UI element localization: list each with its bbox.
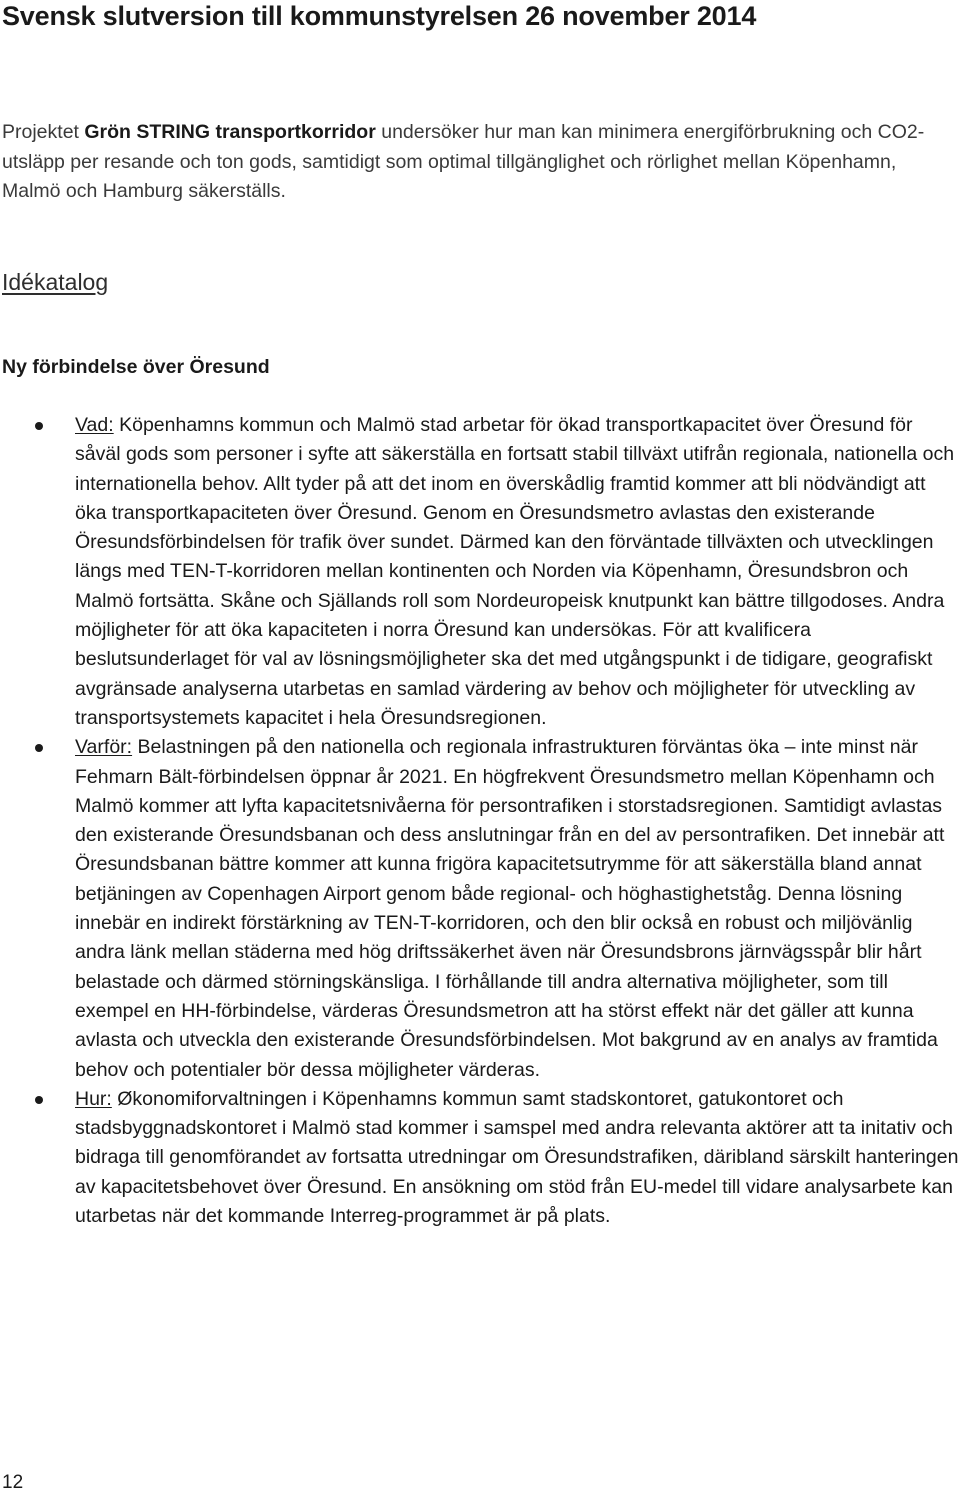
sub-heading: Ny förbindelse över Öresund xyxy=(2,356,270,378)
bullet-item-varfor xyxy=(0,733,960,1085)
bullet-text xyxy=(75,733,960,1085)
bullet-item-hur xyxy=(0,1085,960,1231)
bullet-body: Belastningen på den nationella och regionala infrastrukturen förväntas öka – inte minst när Fehmarn Bält-förbindelsen öppnar år 2021. En högfrekvent Öresundsmetro mellan Köpenhamn och Malmö kommer att lyfta kapacitetsnivåerna för persontrafiken i storstadsregionen. Samtidigt avlastas den existerande Öresundsbanan och dess anslutningar från en del av persontrafiken. Det innebär att Öresundsbanan bättre kommer att kunna frigöra kapacitetsutrymme för att säkerställa bland annat betjäningen av Copenhagen Airport genom både regional- och höghastighetståg. Denna lösning innebär en indirekt förstärkning av TEN-T-korridoren, och den blir också en robust och miljövänlig andra länk mellan städerna med hög driftssäkerhet även när Öresundsbrons järnvägsspår blir hårt belastade och därmed störningskänsliga. I förhållande till andra alternativa möjligheter, som till exempel en HH-förbindelse, värderas Öresundsmetron att ha störst effekt när det gäller att kunna avlasta och utveckla den existerande Öresundsförbindelsen. Mot bakgrund av en analys av framtida behov och potentialer bör dessa möjligheter värderas. xyxy=(75,736,945,1081)
bullet-icon xyxy=(35,744,43,752)
intro-text-end: undersöker hur man kan minimera energiförbrukning och CO2-utsläpp per resande och ton gods, samtidigt som optimal tillgänglighet och rörlighet mellan Köpenhamn, Malmö och Hamburg säkerställs. xyxy=(2,121,925,202)
bullet-body: Köpenhamns kommun och Malmö stad arbetar för ökad transportkapacitet över Öresund för såväl gods som personer i syfte att säkerställa en fortsatt stabil tillväxt utifrån regionala, nationella och internationella behov. Allt tyder på att det inom en överskådlig framtid kommer att bli nödvändigt att öka transportkapaciteten över Öresund. Genom en Öresundsmetro avlastas den existerande Öresundsförbindelsen för trafik över sundet. Därmed kan den förväntade tillväxten och utvecklingen längs med TEN-T-korridoren mellan kontinenten och Norden via Köpenhamn, Öresundsbron och Malmö fortsätta. Skåne och Själlands roll som Nordeuropeisk knutpunkt kan bättre tillgodoses. Andra möjligheter för att öka kapaciteten i norra Öresund kan undersökas. För att kvalificera beslutsunderlaget för val av lösningsmöjligheter ska det med utgångspunkt i de tidigare, geografiskt avgränsade analyserna utarbetas en samlad värdering av behov och möjligheter för utveckling av transportsystemets kapacitet i hela Öresundsregionen. xyxy=(75,414,955,729)
bullet-label: Varför: xyxy=(75,736,133,759)
bullet-body: Økonomiforvaltningen i Köpenhamns kommun samt stadskontoret, gatukontoret och stadsbyggnadskontoret i Malmö stad kommer i samspel med andra relevanta aktörer att ta initativ och bidraga till genomförandet av fortsatta utredningar om Öresundstrafiken, däribland särskilt hanteringen av kapacitetsbehovet över Öresund. En ansökning om stöd från EU-medel till vidare analysarbete kan utarbetas när det kommande Interreg-programmet är på plats. xyxy=(75,1087,959,1228)
bullet-label: Vad: xyxy=(75,414,114,436)
intro-paragraph xyxy=(2,118,952,207)
project-name: Grön STRING transportkorridor xyxy=(84,121,376,143)
page-number: 12 xyxy=(2,1472,24,1493)
bullet-icon xyxy=(35,422,43,430)
bullet-label: Hur: xyxy=(75,1087,112,1110)
section-heading: Idékatalog xyxy=(2,269,109,295)
bullet-item-vad xyxy=(0,411,960,733)
bullet-icon xyxy=(35,1096,43,1104)
bullet-text xyxy=(75,1085,960,1231)
bullet-list xyxy=(0,411,960,1231)
intro-text-start: Projektet xyxy=(2,121,85,143)
page-title: Svensk slutversion till kommunstyrelsen 26 november 2014 xyxy=(2,1,757,31)
bullet-text xyxy=(75,411,960,733)
